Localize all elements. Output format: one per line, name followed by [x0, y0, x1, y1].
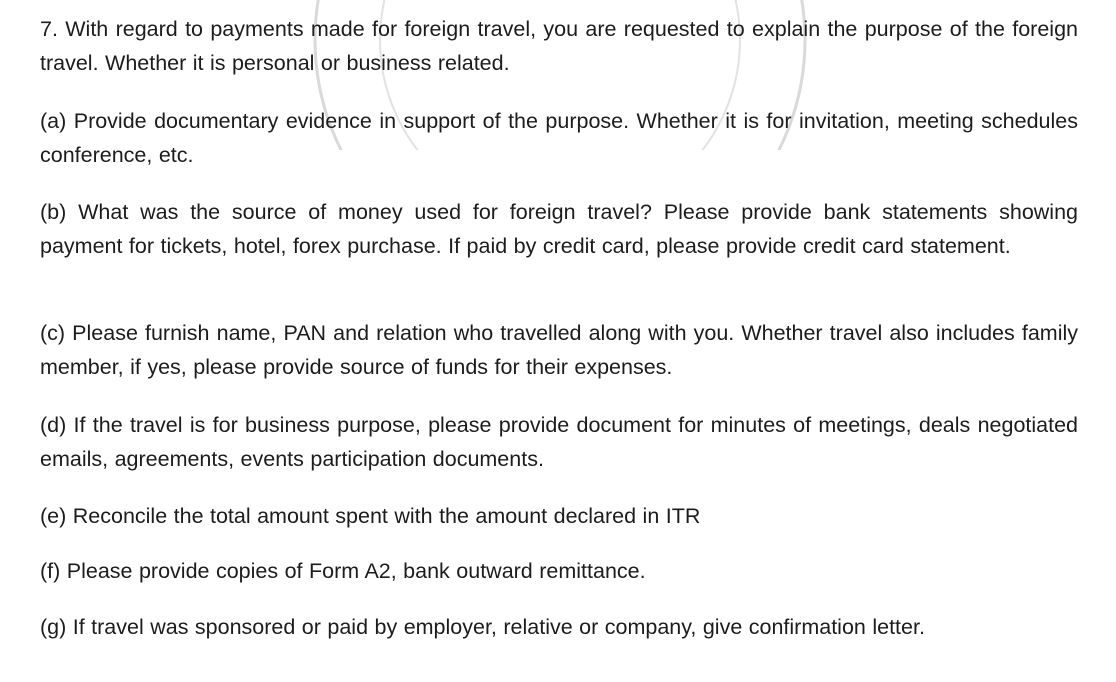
item-f: (f) Please provide copies of Form A2, bank outward remittance.	[40, 559, 646, 583]
item-a: (a) Provide documentary evidence in support of the purpose. Whether it is for invitation, meeting schedules conference, etc.	[40, 109, 1078, 167]
item-g: (g) If travel was sponsored or paid by employer, relative or company, give confirmation letter.	[40, 615, 925, 639]
question-7-intro: 7. With regard to payments made for foreign travel, you are requested to explain the purpose of the foreign travel. Whether it is personal or business related.	[40, 17, 1078, 75]
item-d: (d) If the travel is for business purpose, please provide document for minutes of meetings, deals negotiated emails, agreements, events participation documents.	[40, 413, 1078, 471]
item-c: (c) Please furnish name, PAN and relation who travelled along with you. Whether travel also includes family member, if yes, please provide source of funds for their expenses.	[40, 321, 1078, 379]
item-e: (e) Reconcile the total amount spent with the amount declared in ITR	[40, 504, 701, 528]
item-b: (b) What was the source of money used for foreign travel? Please provide bank statements showing payment for tickets, hotel, forex purchase. If paid by credit card, please provide credit card statement.	[40, 200, 1078, 258]
